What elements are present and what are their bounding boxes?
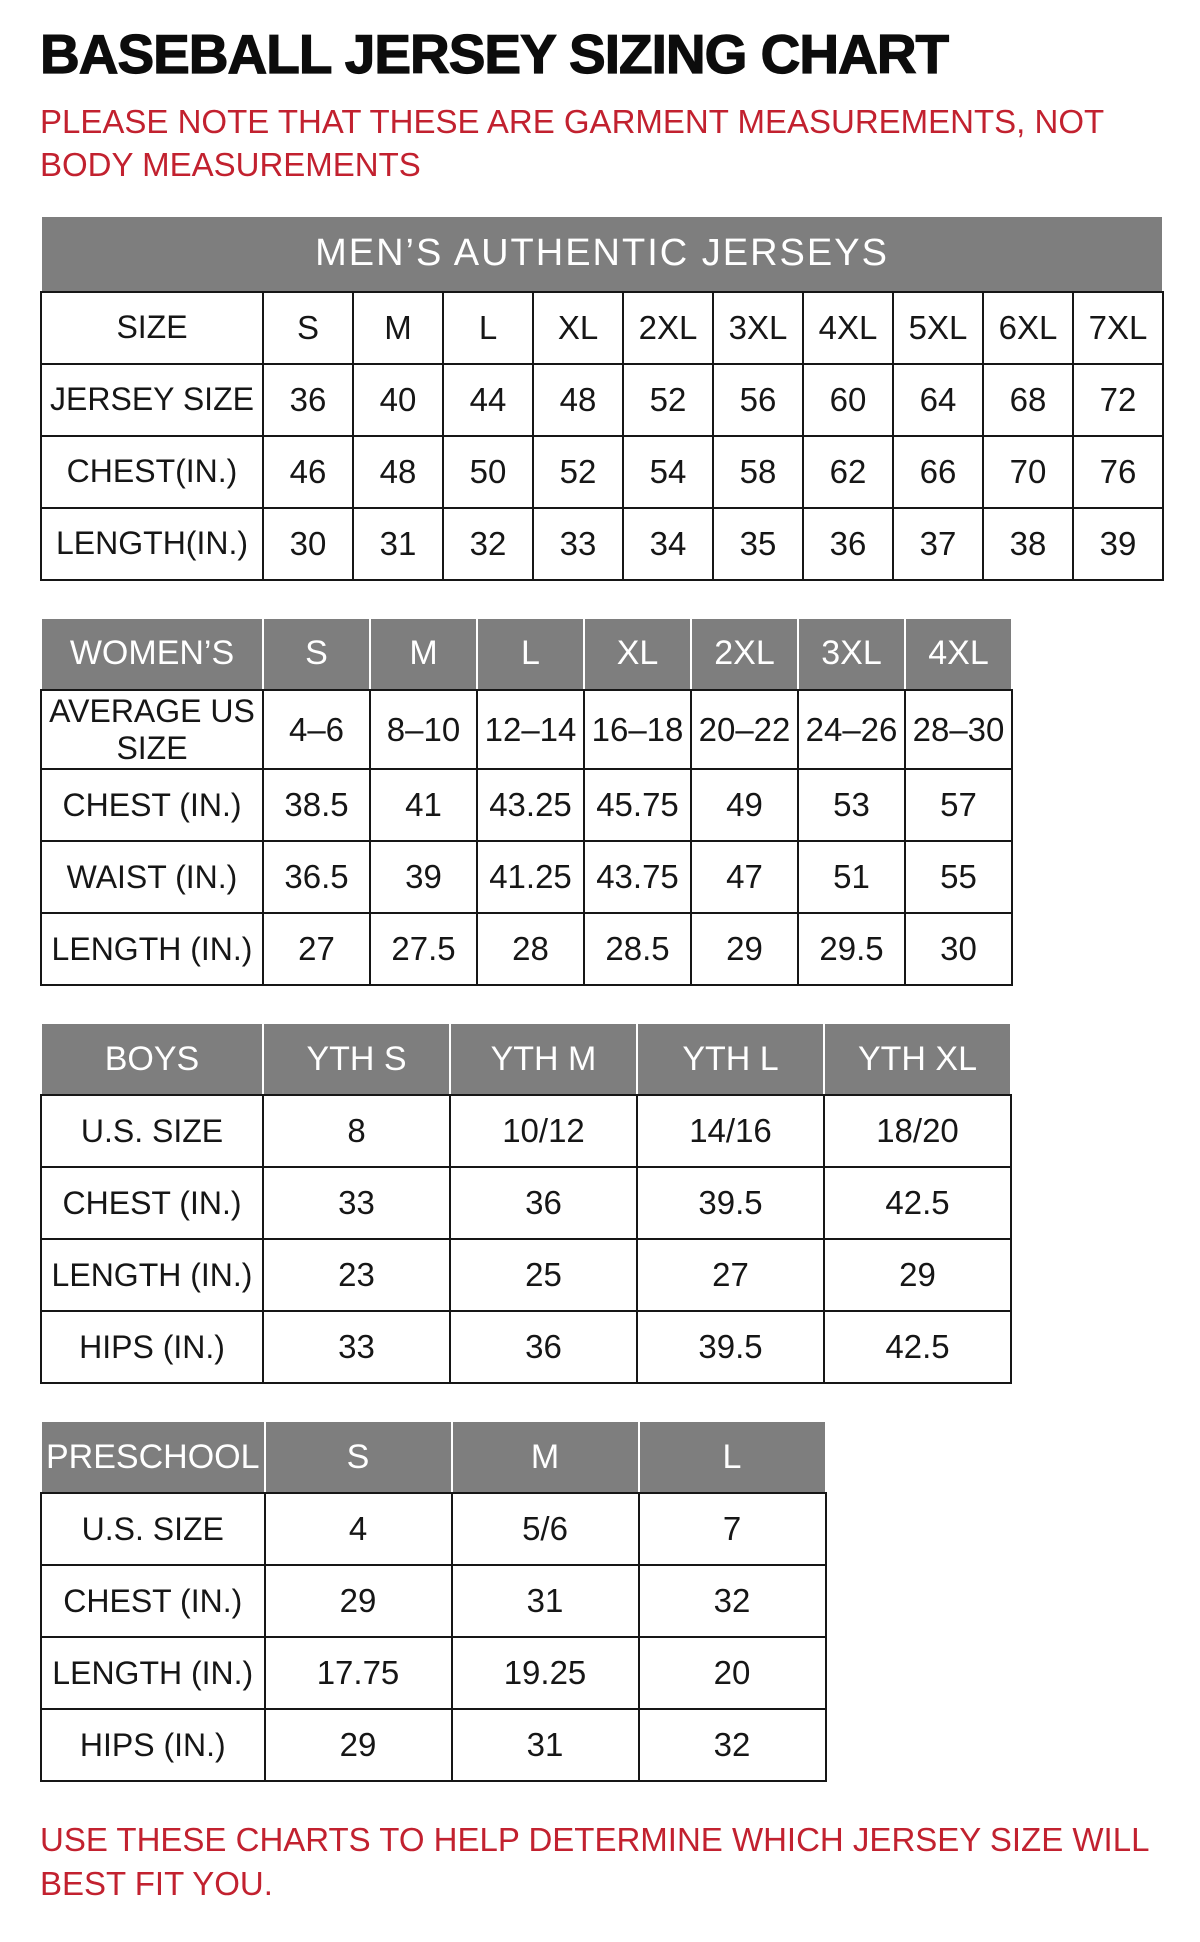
cell-value: 42.5 xyxy=(824,1311,1011,1383)
cell-value: 43.25 xyxy=(477,769,584,841)
row-label: CHEST (IN.) xyxy=(41,1167,263,1239)
cell-value: 32 xyxy=(639,1709,826,1781)
mens-table-title: MEN’S AUTHENTIC JERSEYS xyxy=(41,216,1163,292)
cell-value: 7XL xyxy=(1073,292,1163,364)
row-label: LENGTH(IN.) xyxy=(41,508,263,580)
cell-value: 33 xyxy=(533,508,623,580)
cell-value: 72 xyxy=(1073,364,1163,436)
size-column-header: YTH M xyxy=(450,1023,637,1095)
preschool-sizing-table xyxy=(40,1420,827,1782)
cell-value: 29.5 xyxy=(798,913,905,985)
cell-value: 8 xyxy=(263,1095,450,1167)
cell-value: 45.75 xyxy=(584,769,691,841)
cell-value: 68 xyxy=(983,364,1073,436)
cell-value: 29 xyxy=(265,1709,452,1781)
cell-value: 4–6 xyxy=(263,690,370,770)
boys-header-label: BOYS xyxy=(41,1023,263,1095)
table-row xyxy=(41,436,1163,508)
preschool-header-row xyxy=(41,1421,826,1493)
size-column-header: L xyxy=(477,618,584,690)
size-column-header: XL xyxy=(584,618,691,690)
cell-value: 33 xyxy=(263,1311,450,1383)
table-row xyxy=(41,1493,826,1565)
table-row xyxy=(41,1637,826,1709)
cell-value: 8–10 xyxy=(370,690,477,770)
row-label: HIPS (IN.) xyxy=(41,1709,265,1781)
cell-value: 17.75 xyxy=(265,1637,452,1709)
cell-value: 47 xyxy=(691,841,798,913)
cell-value: 36.5 xyxy=(263,841,370,913)
womens-header-row xyxy=(41,618,1012,690)
row-label: CHEST(IN.) xyxy=(41,436,263,508)
cell-value: 3XL xyxy=(713,292,803,364)
size-column-header: L xyxy=(639,1421,826,1493)
cell-value: 46 xyxy=(263,436,353,508)
size-column-header: 2XL xyxy=(691,618,798,690)
row-label: AVERAGE US SIZE xyxy=(41,690,263,770)
preschool-header-label: PRESCHOOL xyxy=(41,1421,265,1493)
cell-value: 28 xyxy=(477,913,584,985)
cell-value: 36 xyxy=(803,508,893,580)
womens-sizing-table xyxy=(40,617,1013,987)
cell-value: 18/20 xyxy=(824,1095,1011,1167)
cell-value: 49 xyxy=(691,769,798,841)
cell-value: 66 xyxy=(893,436,983,508)
size-column-header: YTH XL xyxy=(824,1023,1011,1095)
cell-value: 31 xyxy=(353,508,443,580)
cell-value: 4XL xyxy=(803,292,893,364)
cell-value: 28.5 xyxy=(584,913,691,985)
cell-value: 36 xyxy=(450,1311,637,1383)
cell-value: 39.5 xyxy=(637,1167,824,1239)
row-label: LENGTH (IN.) xyxy=(41,1239,263,1311)
cell-value: 44 xyxy=(443,364,533,436)
table-row xyxy=(41,364,1163,436)
garment-measurement-note: PLEASE NOTE THAT THESE ARE GARMENT MEASUREMENTS, NOT BODY MEASUREMENTS xyxy=(40,102,1104,184)
table-row xyxy=(41,292,1163,364)
row-label: WAIST (IN.) xyxy=(41,841,263,913)
cell-value: 39.5 xyxy=(637,1311,824,1383)
table-row xyxy=(41,508,1163,580)
cell-value: 48 xyxy=(353,436,443,508)
table-row xyxy=(41,1167,1011,1239)
row-label: LENGTH (IN.) xyxy=(41,1637,265,1709)
cell-value: 30 xyxy=(905,913,1012,985)
cell-value: 20–22 xyxy=(691,690,798,770)
cell-value: 29 xyxy=(265,1565,452,1637)
cell-value: 70 xyxy=(983,436,1073,508)
cell-value: 14/16 xyxy=(637,1095,824,1167)
footer-note: USE THESE CHARTS TO HELP DETERMINE WHICH JERSEY SIZE WILL BEST FIT YOU. xyxy=(40,1821,1149,1902)
cell-value: 56 xyxy=(713,364,803,436)
cell-value: 41.25 xyxy=(477,841,584,913)
cell-value: 27.5 xyxy=(370,913,477,985)
size-column-header: YTH S xyxy=(263,1023,450,1095)
table-row xyxy=(41,1311,1011,1383)
cell-value: 53 xyxy=(798,769,905,841)
size-column-header: 4XL xyxy=(905,618,1012,690)
cell-value: 33 xyxy=(263,1167,450,1239)
size-column-header: S xyxy=(265,1421,452,1493)
row-label: HIPS (IN.) xyxy=(41,1311,263,1383)
cell-value: 31 xyxy=(452,1565,639,1637)
boys-header-row xyxy=(41,1023,1011,1095)
row-label: LENGTH (IN.) xyxy=(41,913,263,985)
cell-value: 20 xyxy=(639,1637,826,1709)
row-label: U.S. SIZE xyxy=(41,1095,263,1167)
row-label: CHEST (IN.) xyxy=(41,1565,265,1637)
cell-value: 58 xyxy=(713,436,803,508)
cell-value: M xyxy=(353,292,443,364)
table-row xyxy=(41,769,1012,841)
cell-value: 40 xyxy=(353,364,443,436)
boys-sizing-table xyxy=(40,1022,1012,1384)
cell-value: 52 xyxy=(623,364,713,436)
cell-value: 38.5 xyxy=(263,769,370,841)
cell-value: 39 xyxy=(370,841,477,913)
table-row xyxy=(41,690,1012,770)
cell-value: 64 xyxy=(893,364,983,436)
cell-value: 25 xyxy=(450,1239,637,1311)
table-row xyxy=(41,1095,1011,1167)
row-label: CHEST (IN.) xyxy=(41,769,263,841)
cell-value: 27 xyxy=(263,913,370,985)
row-label: JERSEY SIZE xyxy=(41,364,263,436)
size-column-header: YTH L xyxy=(637,1023,824,1095)
table-row xyxy=(41,1239,1011,1311)
cell-value: 32 xyxy=(639,1565,826,1637)
page-title: BASEBALL JERSEY SIZING CHART xyxy=(40,23,949,85)
cell-value: 31 xyxy=(452,1709,639,1781)
cell-value: 42.5 xyxy=(824,1167,1011,1239)
table-row xyxy=(41,1565,826,1637)
cell-value: 51 xyxy=(798,841,905,913)
row-label: U.S. SIZE xyxy=(41,1493,265,1565)
cell-value: 34 xyxy=(623,508,713,580)
womens-header-label: WOMEN’S xyxy=(41,618,263,690)
row-label: SIZE xyxy=(41,292,263,364)
cell-value: 38 xyxy=(983,508,1073,580)
mens-sizing-table xyxy=(40,215,1164,581)
cell-value: 52 xyxy=(533,436,623,508)
cell-value: 43.75 xyxy=(584,841,691,913)
cell-value: S xyxy=(263,292,353,364)
cell-value: 19.25 xyxy=(452,1637,639,1709)
mens-banner-row xyxy=(41,216,1163,292)
cell-value: 32 xyxy=(443,508,533,580)
cell-value: 54 xyxy=(623,436,713,508)
cell-value: 39 xyxy=(1073,508,1163,580)
cell-value: 41 xyxy=(370,769,477,841)
cell-value: 5XL xyxy=(893,292,983,364)
cell-value: L xyxy=(443,292,533,364)
cell-value: 10/12 xyxy=(450,1095,637,1167)
cell-value: 27 xyxy=(637,1239,824,1311)
cell-value: 24–26 xyxy=(798,690,905,770)
cell-value: 2XL xyxy=(623,292,713,364)
cell-value: 29 xyxy=(691,913,798,985)
size-column-header: S xyxy=(263,618,370,690)
cell-value: 7 xyxy=(639,1493,826,1565)
cell-value: 29 xyxy=(824,1239,1011,1311)
cell-value: 36 xyxy=(263,364,353,436)
cell-value: 57 xyxy=(905,769,1012,841)
cell-value: 36 xyxy=(450,1167,637,1239)
cell-value: 30 xyxy=(263,508,353,580)
cell-value: 48 xyxy=(533,364,623,436)
size-column-header: 3XL xyxy=(798,618,905,690)
cell-value: 76 xyxy=(1073,436,1163,508)
cell-value: XL xyxy=(533,292,623,364)
cell-value: 60 xyxy=(803,364,893,436)
size-column-header: M xyxy=(452,1421,639,1493)
cell-value: 5/6 xyxy=(452,1493,639,1565)
cell-value: 55 xyxy=(905,841,1012,913)
table-row xyxy=(41,913,1012,985)
cell-value: 28–30 xyxy=(905,690,1012,770)
cell-value: 16–18 xyxy=(584,690,691,770)
cell-value: 12–14 xyxy=(477,690,584,770)
cell-value: 35 xyxy=(713,508,803,580)
cell-value: 50 xyxy=(443,436,533,508)
table-row xyxy=(41,1709,826,1781)
cell-value: 37 xyxy=(893,508,983,580)
table-row xyxy=(41,841,1012,913)
cell-value: 62 xyxy=(803,436,893,508)
cell-value: 23 xyxy=(263,1239,450,1311)
cell-value: 4 xyxy=(265,1493,452,1565)
cell-value: 6XL xyxy=(983,292,1073,364)
size-column-header: M xyxy=(370,618,477,690)
